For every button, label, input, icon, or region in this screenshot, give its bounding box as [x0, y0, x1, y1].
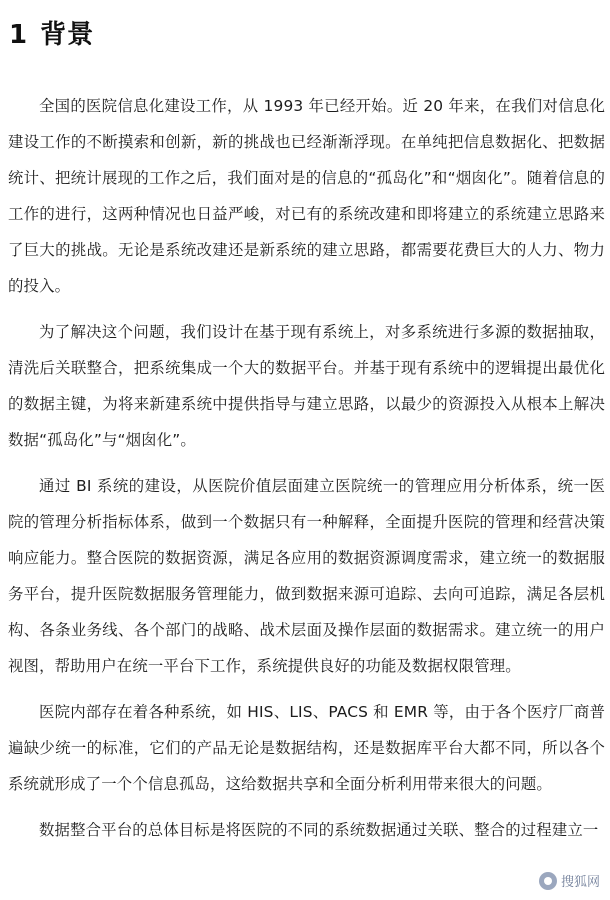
section-heading [9, 14, 94, 51]
watermark [539, 871, 600, 890]
section-number: 1 [9, 20, 29, 50]
paragraph-1: 全国的医院信息化建设工作，从 1993 年已经开始。近 20 年来，在我们对信息化建设工作的不断摸索和创新，新的挑战也已经渐渐浮现。在单纯把信息数据化、把数据统计、把统计展现的工作之后，我们面对是的信息的“孤岛化”和“烟囱化”。随着信息的工作的进行，这两种情况也日益严峻，对已有的系统改建和即将建立的系统建立思路来了巨大的挑战。无论是系统改建还是新系统的建立思路，都需要花费巨大的人力、物力的投入。 [8, 97, 605, 295]
section-title: 背景 [40, 20, 95, 50]
watermark-text: 搜狐网 [560, 875, 600, 890]
paragraph-5: 数据整合平台的总体目标是将医院的不同的系统数据通过关联、整合的过程建立一 [39, 821, 599, 839]
watermark-logo-icon [539, 872, 557, 890]
paragraph-2: 为了解决这个问题，我们设计在基于现有系统上，对多系统进行多源的数据抽取，清洗后关联整合，把系统集成一个大的数据平台。并基于现有系统中的逻辑提出最优化的数据主键，为将来新建系统中提供指导与建立思路，以最少的资源投入从根本上解决数据“孤岛化”与“烟囱化”。 [8, 323, 605, 449]
body-text [8, 88, 605, 858]
paragraph-4: 医院内部存在着各种系统，如 HIS、LIS、PACS 和 EMR 等，由于各个医疗厂商普遍缺少统一的标准，它们的产品无论是数据结构，还是数据库平台大都不同，所以各个系统就形成了一个个信息孤岛，这给数据共享和全面分析利用带来很大的问题。 [8, 703, 605, 793]
paragraph-3: 通过 BI 系统的建设，从医院价值层面建立医院统一的管理应用分析体系，统一医院的管理分析指标体系，做到一个数据只有一种解释，全面提升医院的管理和经营决策响应能力。整合医院的数据资源，满足各应用的数据资源调度需求，建立统一的数据服务平台，提升医院数据服务管理能力，做到数据来源可追踪、去向可追踪，满足各层机构、各条业务线、各个部门的战略、战术层面及操作层面的数据需求。建立统一的用户视图，帮助用户在统一平台下工作，系统提供良好的功能及数据权限管理。 [8, 477, 605, 675]
